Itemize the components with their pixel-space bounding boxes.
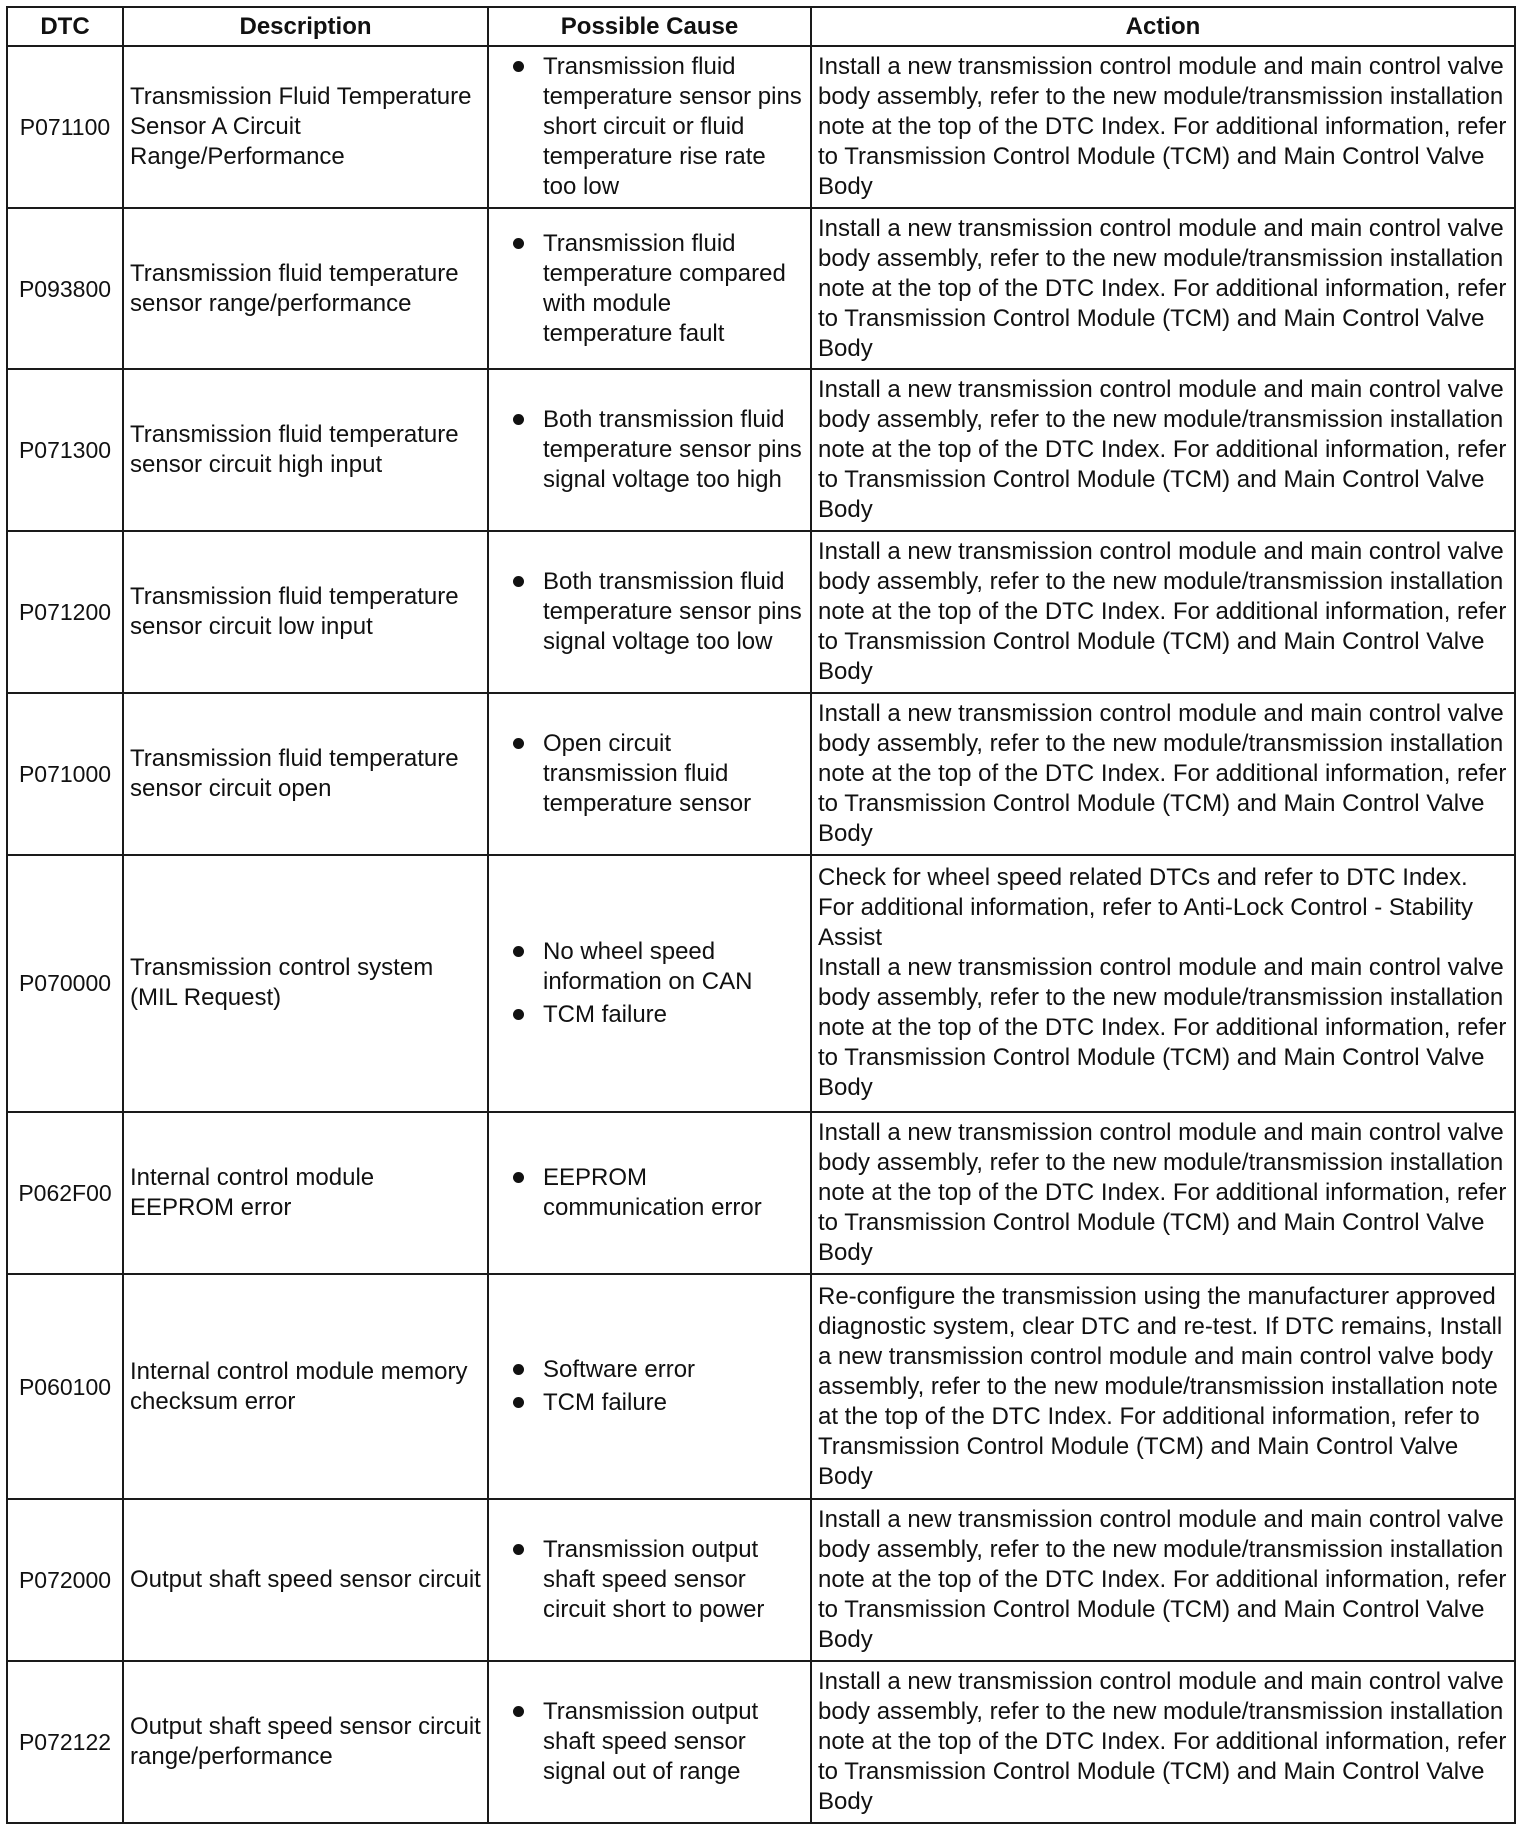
action-cell [811,46,1515,208]
table-body [7,46,1515,1823]
possible-cause-cell [488,1112,811,1274]
dtc-code-cell: P060100 [7,1274,123,1500]
cause-list [503,1355,802,1418]
action-cell [811,855,1515,1113]
cause-list [503,1163,802,1223]
cause-item: Transmission fluid temperature sensor pins short circuit or fluid temperature rise rate too low [503,52,802,202]
table-row [7,1661,1515,1823]
action-cell [811,1499,1515,1661]
possible-cause-cell [488,208,811,370]
description-cell: Transmission fluid temperature sensor circuit high input [123,369,488,531]
cause-list [503,405,802,495]
description-cell: Transmission fluid temperature sensor circuit low input [123,531,488,693]
table-row [7,1499,1515,1661]
description-cell: Transmission fluid temperature sensor range/performance [123,208,488,370]
cause-list [503,567,802,657]
cause-list [503,229,802,349]
possible-cause-cell [488,1499,811,1661]
dtc-table [6,6,1516,1824]
action-paragraph: Install a new transmission control module and main control valve body assembly, refer to the new module/transmission installation note at the top of the DTC Index. For additional information, refer to Transmission Control Module (TCM) and Main Control Valve Body [818,699,1507,847]
dtc-code-cell: P071200 [7,531,123,693]
cause-list [503,937,802,1030]
action-paragraph: Install a new transmission control module and main control valve body assembly, refer to the new module/transmission installation note at the top of the DTC Index. For additional information, refer to Transmission Control Module (TCM) and Main Control Valve Body [818,214,1507,362]
header-dtc: DTC [7,7,123,46]
cause-item: TCM failure [503,1000,802,1030]
description-cell: Transmission Fluid Temperature Sensor A Circuit Range/Performance [123,46,488,208]
description-cell: Output shaft speed sensor circuit [123,1499,488,1661]
action-paragraph: Install a new transmission control module and main control valve body assembly, refer to the new module/transmission installation note at the top of the DTC Index. For additional information, refer to Transmission Control Module (TCM) and Main Control Valve Body [818,538,1507,686]
table-row [7,369,1515,531]
action-paragraph: Install a new transmission control module and main control valve body assembly, refer to the new module/transmission installation note at the top of the DTC Index. For additional information, refer to Transmission Control Module (TCM) and Main Control Valve Body [818,376,1507,524]
cause-list [503,52,802,202]
cause-item: TCM failure [503,1388,802,1418]
possible-cause-cell [488,1274,811,1500]
cause-list [503,1697,802,1787]
action-paragraph: Install a new transmission control module and main control valve body assembly, refer to the new module/transmission installation note at the top of the DTC Index. For additional information, refer to Transmission Control Module (TCM) and Main Control Valve Body [818,1119,1507,1267]
cause-list [503,729,802,819]
action-cell [811,693,1515,855]
possible-cause-cell [488,693,811,855]
action-cell [811,369,1515,531]
action-cell [811,1661,1515,1823]
cause-item: Transmission output shaft speed sensor circuit short to power [503,1535,802,1625]
action-paragraph: Install a new transmission control module and main control valve body assembly, refer to the new module/transmission installation note at the top of the DTC Index. For additional information, refer to Transmission Control Module (TCM) and Main Control Valve Body [818,1668,1507,1816]
table-row [7,693,1515,855]
description-cell: Transmission fluid temperature sensor circuit open [123,693,488,855]
action-cell [811,1112,1515,1274]
possible-cause-cell [488,531,811,693]
action-paragraph: Check for wheel speed related DTCs and refer to DTC Index. For additional information, refer to Anti-Lock Control - Stability Assist [818,864,1473,952]
dtc-code-cell: P072122 [7,1661,123,1823]
cause-item: Both transmission fluid temperature sensor pins signal voltage too low [503,567,802,657]
cause-item: Both transmission fluid temperature sensor pins signal voltage too high [503,405,802,495]
description-cell: Internal control module EEPROM error [123,1112,488,1274]
header-action: Action [811,7,1515,46]
cause-item: No wheel speed information on CAN [503,937,802,997]
table-row [7,1274,1515,1500]
header-description: Description [123,7,488,46]
dtc-code-cell: P071000 [7,693,123,855]
dtc-code-cell: P071100 [7,46,123,208]
possible-cause-cell [488,369,811,531]
dtc-code-cell: P071300 [7,369,123,531]
dtc-code-cell: P093800 [7,208,123,370]
table-row [7,46,1515,208]
action-cell [811,208,1515,370]
table-row [7,855,1515,1113]
description-cell: Internal control module memory checksum error [123,1274,488,1500]
cause-list [503,1535,802,1625]
action-cell [811,531,1515,693]
table-row [7,208,1515,370]
description-cell: Output shaft speed sensor circuit range/performance [123,1661,488,1823]
action-paragraph: Install a new transmission control module and main control valve body assembly, refer to the new module/transmission installation note at the top of the DTC Index. For additional information, refer to Transmission Control Module (TCM) and Main Control Valve Body [818,1506,1507,1654]
action-paragraph: Install a new transmission control module and main control valve body assembly, refer to the new module/transmission installation note at the top of the DTC Index. For additional information, refer to Transmission Control Module (TCM) and Main Control Valve Body [818,52,1507,200]
table-row [7,531,1515,693]
action-paragraph: Re-configure the transmission using the manufacturer approved diagnostic system, clear DTC and re-test. If DTC remains, Install a new transmission control module and main control valve body assembly, refer to the new module/transmission installation note at the top of the DTC Index. For additional information, refer to Transmission Control Module (TCM) and Main Control Valve Body [818,1282,1503,1490]
dtc-code-cell: P072000 [7,1499,123,1661]
header-possible-cause: Possible Cause [488,7,811,46]
possible-cause-cell [488,855,811,1113]
table-row [7,1112,1515,1274]
header-row [7,7,1515,46]
cause-item: EEPROM communication error [503,1163,802,1223]
description-cell: Transmission control system (MIL Request) [123,855,488,1113]
dtc-code-cell: P062F00 [7,1112,123,1274]
cause-item: Transmission output shaft speed sensor signal out of range [503,1697,802,1787]
possible-cause-cell [488,46,811,208]
cause-item: Software error [503,1355,802,1385]
action-paragraph: Install a new transmission control module and main control valve body assembly, refer to the new module/transmission installation note at the top of the DTC Index. For additional information, refer to Transmission Control Module (TCM) and Main Control Valve Body [818,954,1507,1102]
cause-item: Transmission fluid temperature compared with module temperature fault [503,229,802,349]
table-header [7,7,1515,46]
cause-item: Open circuit transmission fluid temperature sensor [503,729,802,819]
action-cell [811,1274,1515,1500]
dtc-code-cell: P070000 [7,855,123,1113]
possible-cause-cell [488,1661,811,1823]
